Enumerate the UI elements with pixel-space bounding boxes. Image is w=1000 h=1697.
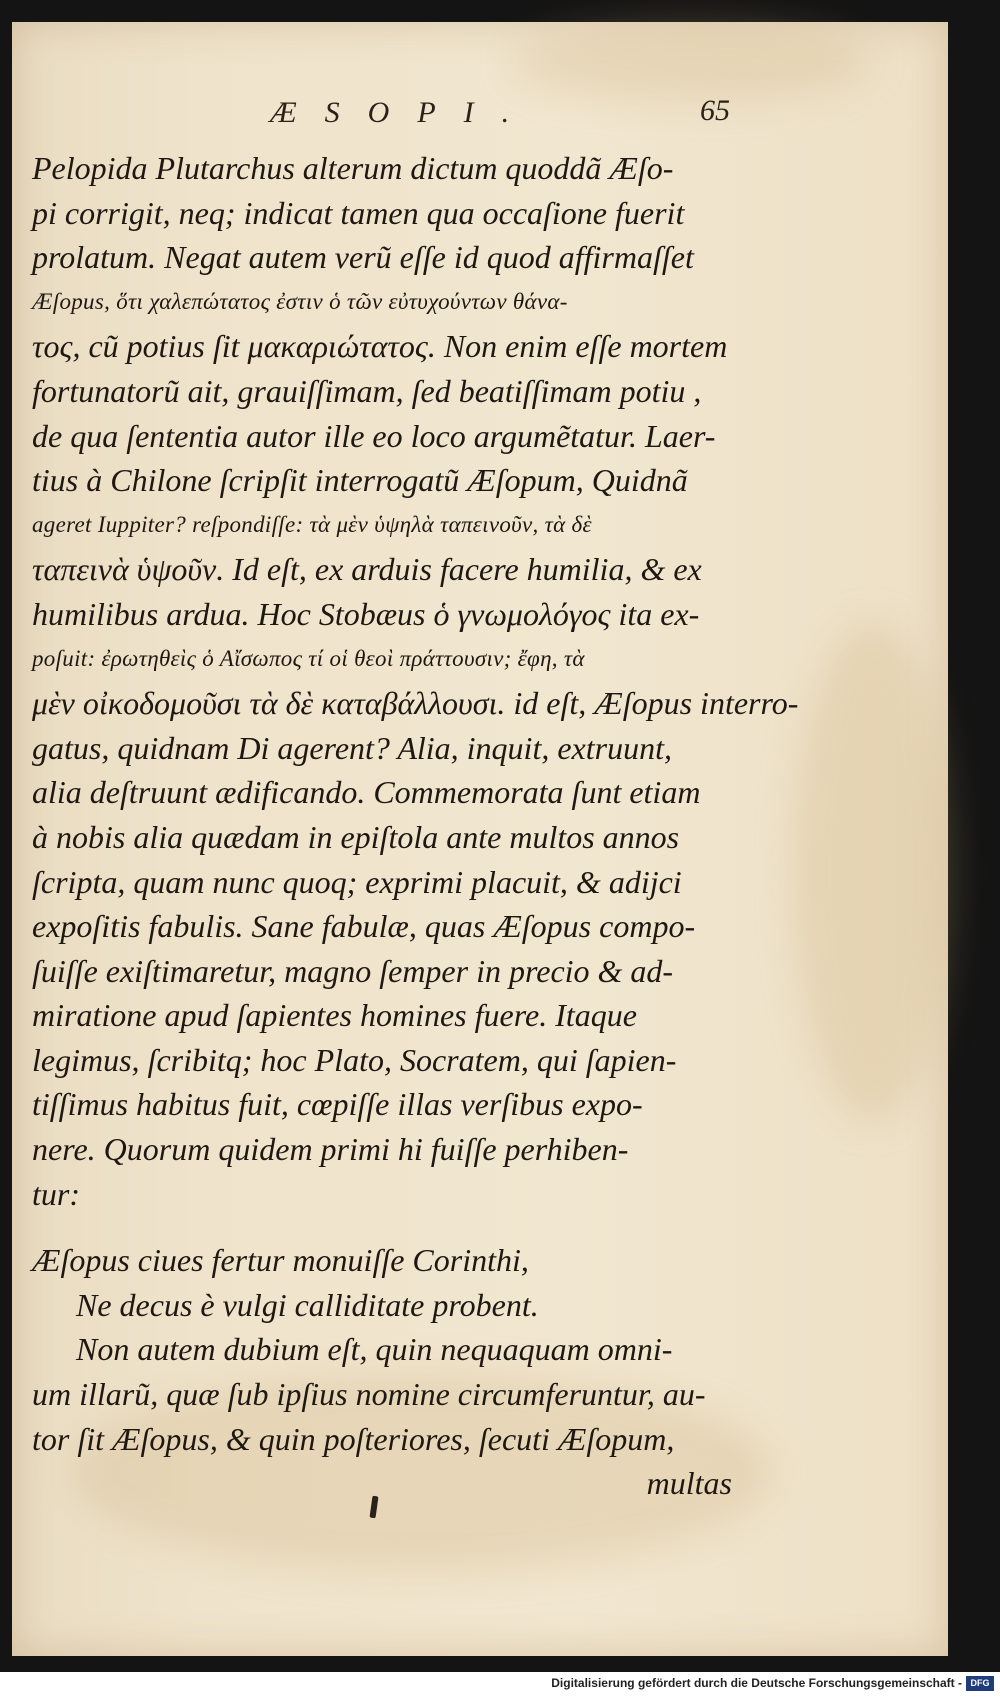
main-text — [32, 146, 799, 1506]
text-line: ταπεινὰ ὑψοῦν. Id eſt, ex arduis facere humilia, & ex — [32, 551, 702, 588]
text-line: pi corrigit, neq; indicat tamen qua occaſione fuerit — [32, 194, 685, 231]
text-line: μὲν οἰκοδομοῦσι τὰ δὲ καταβάλλουσι. id eſt, Æſopus interro- — [32, 685, 799, 722]
text-line: tiſſimus habitus fuit, cœpiſſe illas verſibus expo- — [32, 1086, 643, 1123]
paper-stain — [792, 622, 952, 1122]
text-line: Æſopus ciues fertur monuiſſe Corinthi, — [32, 1242, 529, 1279]
text-line: tius à Chilone ſcripſit interrogatũ Æſopum, Quidnã — [32, 462, 688, 499]
text-line: ſcripta, quam nunc quoq; exprimi placuit, & adijci — [32, 863, 682, 900]
text-line: de qua ſententia autor ille eo loco argumẽtatur. Laer- — [32, 417, 716, 454]
closing-paragraph — [32, 1327, 732, 1461]
prose-block — [32, 146, 799, 1216]
dfg-logo: DFG — [966, 1676, 994, 1691]
text-line: nere. Quorum quidem primi hi fuiſſe perhiben- — [32, 1131, 629, 1168]
footer-bar — [0, 1672, 1000, 1697]
text-line: um illarũ, quæ ſub ipſius nomine circumferuntur, au- — [32, 1376, 706, 1413]
text-line: Ne decus è vulgi calliditate probent. — [76, 1286, 539, 1323]
text-line: tor ſit Æſopus, & quin poſteriores, ſecuti Æſopum, — [32, 1420, 675, 1457]
text-line: poſuit: ἐρωτηθεὶς ὁ Αἴσωπος τί οἱ θεοὶ πράττουσιν; ἔφη, τὰ — [32, 645, 585, 671]
text-line: legimus, ſcribitq; hoc Plato, Socratem, qui ſapien- — [32, 1041, 677, 1078]
text-line: tur: — [32, 1175, 80, 1212]
verse-block — [32, 1238, 732, 1327]
text-line: ſuiſſe exiſtimaretur, magno ſemper in precio & ad- — [32, 952, 674, 989]
funding-credit: Digitalisierung gefördert durch die Deutsche Forschungsgemeinschaft - — [551, 1676, 962, 1690]
text-line: Æſopus, ὅτι χαλεπώτατος ἐστιν ὁ τῶν εὐτυχούντων θάνα- — [32, 288, 568, 314]
paragraph-gap — [32, 1216, 732, 1238]
text-line: fortunatorũ ait, grauiſſimam, ſed beatiſſimam potiu , — [32, 372, 702, 409]
text-line: Pelopida Plutarchus alterum dictum quoddã Æſo- — [32, 150, 674, 186]
text-line: à nobis alia quædam in epiſtola ante multos annos — [32, 818, 680, 855]
text-line: τος, cũ potius ſit μακαριώτατος. Non enim eſſe mortem — [32, 328, 728, 365]
running-head: ÆSOPI. — [270, 96, 538, 129]
text-line: alia deſtruunt ædificando. Commemorata ſunt etiam — [32, 774, 701, 811]
text-line: miratione apud ſapientes homines fuere. Itaque — [32, 997, 637, 1034]
text-line: Non autem dubium eſt, quin nequaquam omni- — [76, 1331, 673, 1368]
paper-stain — [512, 22, 872, 102]
page-number: 65 — [700, 94, 730, 127]
text-line: humilibus ardua. Hoc Stobæus ὁ γνωμολόγος ita ex- — [32, 595, 700, 632]
text-line: prolatum. Negat autem verũ eſſe id quod affirmaſſet — [32, 239, 694, 276]
text-line: expoſitis fabulis. Sane fabulæ, quas Æſopus compo- — [32, 908, 696, 945]
text-line: gatus, quidnam Di agerent? Alia, inquit, extruunt, — [32, 729, 672, 766]
text-line: ageret Iuppiter? reſpondiſſe: τὰ μὲν ὑψηλὰ ταπεινοῦν, τὰ δὲ — [32, 511, 592, 537]
catchword: multas — [646, 1465, 732, 1502]
